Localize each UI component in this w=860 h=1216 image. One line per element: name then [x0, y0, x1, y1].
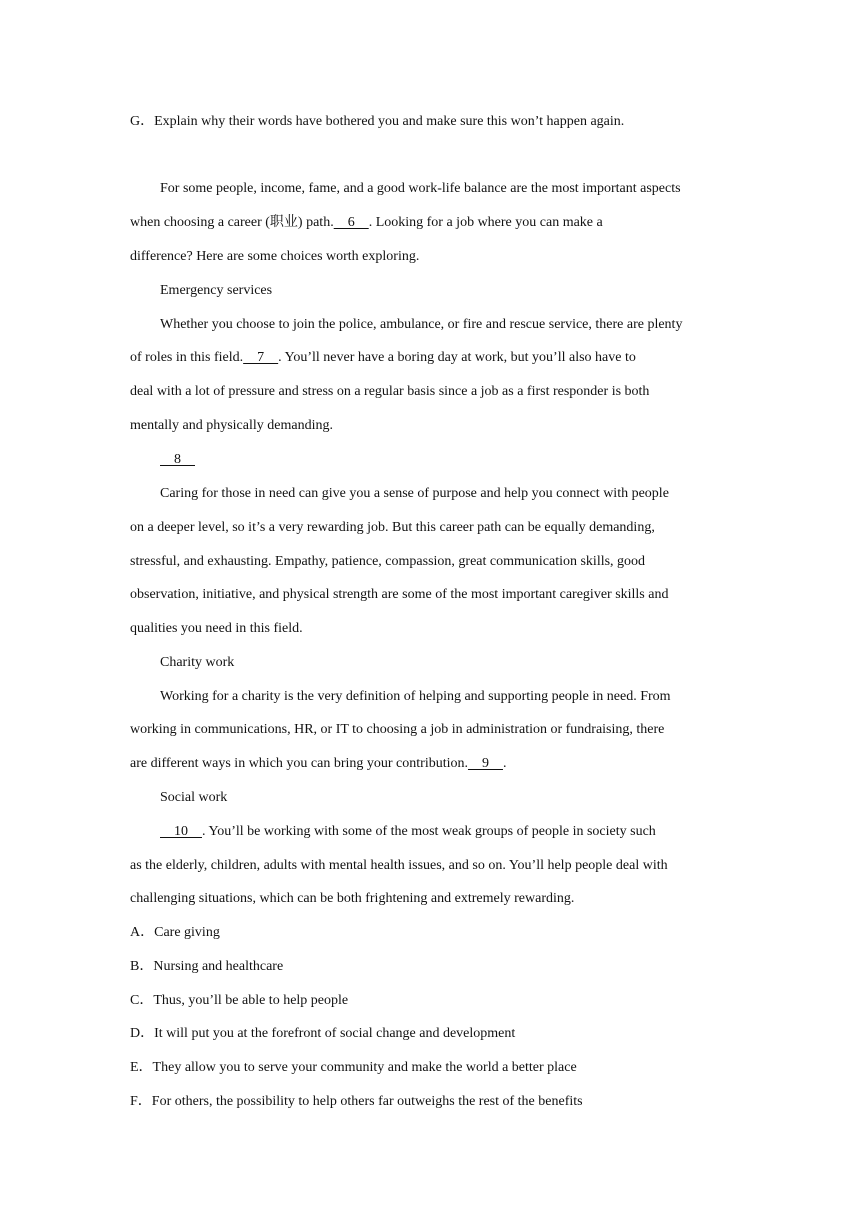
charity-line-3: are different ways in which you can bring your contribution. 9 .: [130, 756, 507, 771]
intro-line-2: when choosing a career (职业) path. 6 . Looking for a job where you can make a: [130, 215, 603, 230]
option-f: F．For others, the possibility to help others far outweighs the rest of the benefits: [130, 1094, 583, 1109]
emergency-line-1: Whether you choose to join the police, ambulance, or fire and rescue service, there are plenty: [160, 317, 683, 332]
option-b: B．Nursing and healthcare: [130, 959, 284, 974]
intro-line-1: For some people, income, fame, and a good work-life balance are the most important aspects: [160, 181, 681, 196]
emergency-line-2: of roles in this field. 7 . You’ll never have a boring day at work, but you’ll also have to: [130, 350, 636, 365]
blank-8-heading: [160, 450, 195, 470]
social-line-3: challenging situations, which can be both frightening and extremely rewarding.: [130, 891, 575, 906]
caregiving-line-3: stressful, and exhausting. Empathy, patience, compassion, great communication skills, good: [130, 554, 646, 569]
blank-7: 7: [243, 350, 279, 365]
option-a: A．Care giving: [130, 925, 220, 940]
social-line-2: as the elderly, children, adults with mental health issues, and so on. You’ll help people deal with: [130, 858, 668, 873]
blank-6: 6: [333, 215, 369, 230]
option-e: E．They allow you to serve your community and make the world a better place: [130, 1060, 577, 1075]
blank-9: 9: [467, 756, 503, 771]
caregiving-line-5: qualities you need in this field.: [130, 621, 303, 636]
social-line-1: 10 . You’ll be working with some of the most weak groups of people in society such: [160, 824, 656, 839]
caregiving-line-1: Caring for those in need can give you a sense of purpose and help you connect with people: [160, 486, 669, 501]
emergency-line-4: mentally and physically demanding.: [130, 418, 333, 433]
caregiving-line-2: on a deeper level, so it’s a very rewarding job. But this career path can be equally demanding,: [130, 520, 655, 535]
heading-emergency-services: Emergency services: [160, 283, 273, 298]
charity-line-2: working in communications, HR, or IT to choosing a job in administration or fundraising, there: [130, 722, 665, 737]
blank-8: 8: [160, 452, 195, 467]
heading-charity-work: Charity work: [160, 655, 235, 670]
option-d: D．It will put you at the forefront of social change and development: [130, 1026, 516, 1041]
intro-line-3: difference? Here are some choices worth exploring.: [130, 249, 420, 264]
option-c: C．Thus, you’ll be able to help people: [130, 993, 349, 1008]
option-g: G．Explain why their words have bothered you and make sure this won’t happen again.: [130, 114, 625, 129]
caregiving-line-4: observation, initiative, and physical strength are some of the most important caregiver skills and: [130, 587, 669, 602]
blank-10: 10: [160, 824, 202, 839]
charity-line-1: Working for a charity is the very definition of helping and supporting people in need. From: [160, 689, 671, 704]
emergency-line-3: deal with a lot of pressure and stress on a regular basis since a job as a first responder is both: [130, 384, 650, 399]
heading-social-work: Social work: [160, 790, 228, 805]
